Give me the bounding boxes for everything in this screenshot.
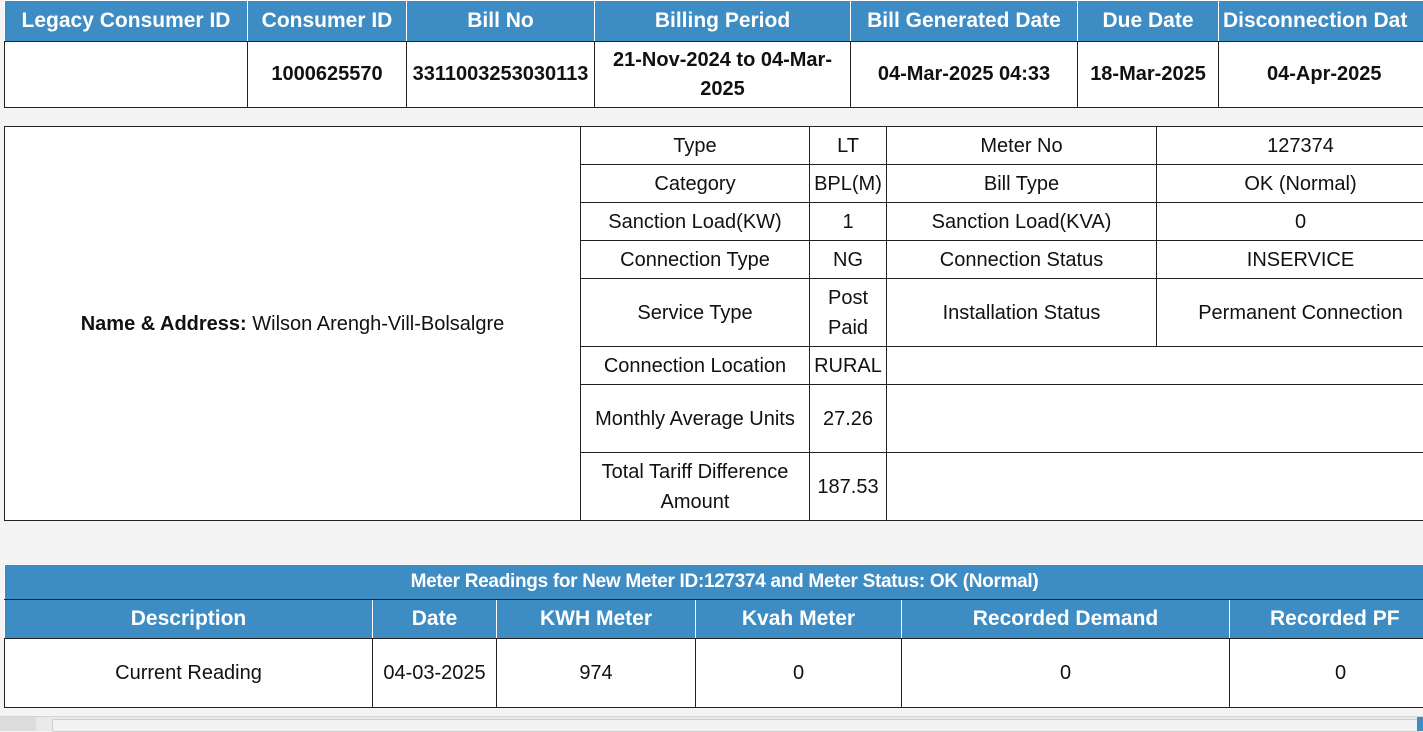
header-bill-generated-date: Bill Generated Date — [851, 1, 1078, 42]
bill-summary-header-row — [5, 1, 1423, 42]
type-label: Type — [581, 127, 810, 165]
sanction-load-kva-value: 0 — [1157, 203, 1423, 241]
bill-type-label: Bill Type — [887, 165, 1157, 203]
bill-no-value: 3311003253030113 — [407, 42, 595, 108]
header-date: Date — [373, 600, 497, 639]
consumer-details-table — [4, 126, 1423, 521]
category-value: BPL(M) — [810, 165, 887, 203]
total-tariff-difference-value: 187.53 — [810, 453, 887, 521]
connection-location-value: RURAL — [810, 347, 887, 385]
header-kwh-meter: KWH Meter — [497, 600, 696, 639]
header-billing-period: Billing Period — [595, 1, 851, 42]
header-recorded-pf: Recorded PF — [1230, 600, 1423, 639]
connection-location-label: Connection Location — [581, 347, 810, 385]
reading-kvah: 0 — [696, 639, 902, 708]
empty-cell — [887, 385, 1423, 453]
name-address-label: Name & Address: — [81, 313, 247, 335]
scrollbar-thumb[interactable] — [52, 719, 1420, 732]
sanction-load-kw-value: 1 — [810, 203, 887, 241]
billing-period-value: 21-Nov-2024 to 04-Mar-2025 — [595, 42, 851, 108]
bill-generated-date-value: 04-Mar-2025 04:33 — [851, 42, 1078, 108]
meter-readings-title-row — [5, 565, 1423, 600]
legacy-consumer-id-value — [5, 42, 248, 108]
connection-status-value: INSERVICE — [1157, 241, 1423, 279]
header-kvah-meter: Kvah Meter — [696, 600, 902, 639]
sanction-load-kva-label: Sanction Load(KVA) — [887, 203, 1157, 241]
service-type-value: Post Paid — [810, 279, 887, 347]
scroll-left-button[interactable] — [0, 717, 36, 731]
meter-no-label: Meter No — [887, 127, 1157, 165]
reading-date: 04-03-2025 — [373, 639, 497, 708]
monthly-average-units-value: 27.26 — [810, 385, 887, 453]
meter-readings-title: Meter Readings for New Meter ID:127374 and Meter Status: OK (Normal) — [5, 565, 1423, 600]
due-date-value: 18-Mar-2025 — [1078, 42, 1219, 108]
detail-row — [5, 127, 1423, 165]
empty-cell — [887, 453, 1423, 521]
header-legacy-consumer-id: Legacy Consumer ID — [5, 1, 248, 42]
service-type-label: Service Type — [581, 279, 810, 347]
meter-readings-table — [4, 564, 1423, 708]
header-description: Description — [5, 600, 373, 639]
header-disconnection-date: Disconnection Dat — [1219, 1, 1423, 42]
reading-kwh: 974 — [497, 639, 696, 708]
header-recorded-demand: Recorded Demand — [902, 600, 1230, 639]
header-due-date: Due Date — [1078, 1, 1219, 42]
total-tariff-difference-label: Total Tariff Difference Amount — [581, 453, 810, 521]
connection-type-label: Connection Type — [581, 241, 810, 279]
installation-status-label: Installation Status — [887, 279, 1157, 347]
table-row — [5, 639, 1423, 708]
meter-no-value: 127374 — [1157, 127, 1423, 165]
type-value: LT — [810, 127, 887, 165]
name-address-cell — [5, 127, 581, 521]
disconnection-date-value: 04-Apr-2025 — [1219, 42, 1423, 108]
bill-summary-table — [4, 0, 1423, 108]
installation-status-value: Permanent Connection — [1157, 279, 1423, 347]
consumer-id-value: 1000625570 — [248, 42, 407, 108]
header-bill-no: Bill No — [407, 1, 595, 42]
bill-summary-value-row — [5, 42, 1423, 108]
header-consumer-id: Consumer ID — [248, 1, 407, 42]
reading-description: Current Reading — [5, 639, 373, 708]
empty-cell — [887, 347, 1423, 385]
meter-readings-header-row — [5, 600, 1423, 639]
reading-recorded-pf: 0 — [1230, 639, 1423, 708]
name-address-value: Wilson Arengh-Vill-Bolsalgre — [252, 313, 504, 335]
bill-type-value: OK (Normal) — [1157, 165, 1423, 203]
horizontal-scrollbar[interactable] — [0, 716, 1423, 731]
scroll-right-button[interactable] — [1417, 717, 1423, 731]
reading-recorded-demand: 0 — [902, 639, 1230, 708]
sanction-load-kw-label: Sanction Load(KW) — [581, 203, 810, 241]
monthly-average-units-label: Monthly Average Units — [581, 385, 810, 453]
category-label: Category — [581, 165, 810, 203]
connection-type-value: NG — [810, 241, 887, 279]
connection-status-label: Connection Status — [887, 241, 1157, 279]
